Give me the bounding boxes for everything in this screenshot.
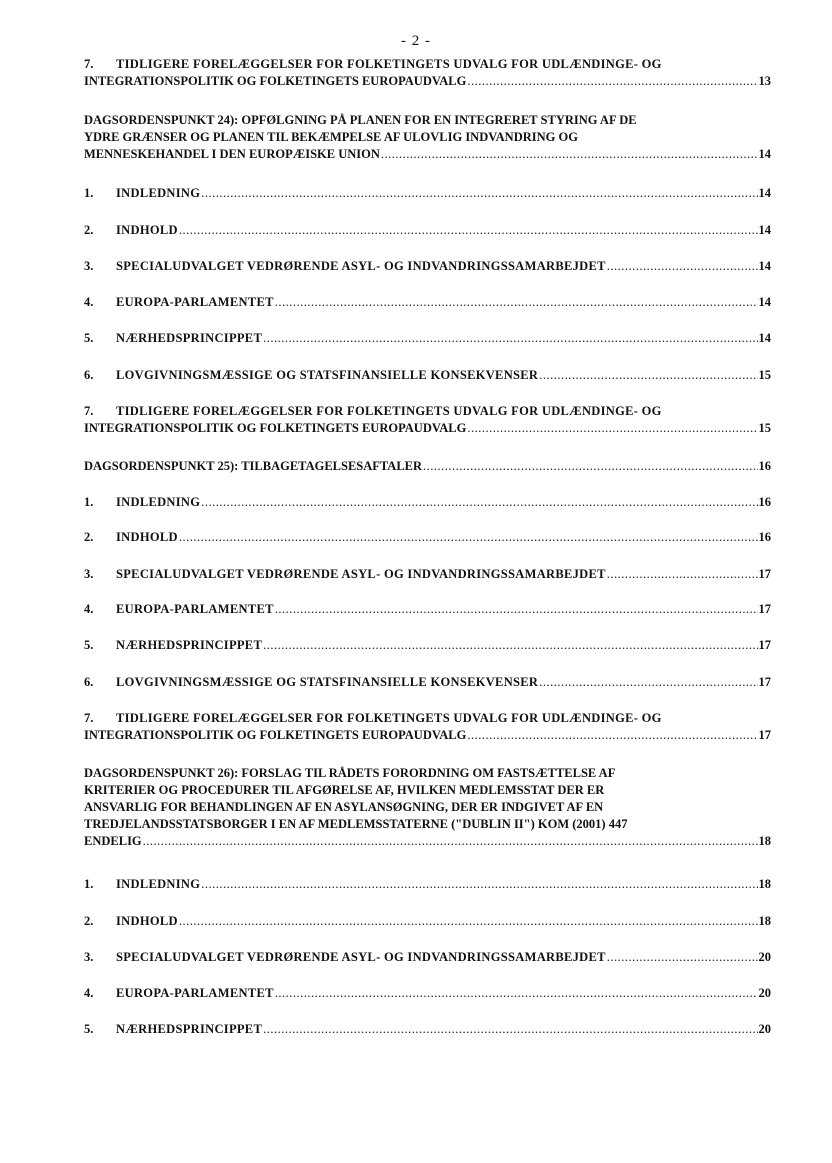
- dot-leader: [275, 985, 758, 1002]
- toc-entry-number: 7.: [84, 711, 94, 725]
- toc-entry-number: 5.: [84, 1022, 94, 1036]
- toc-entry-title: INDHOLD: [116, 914, 178, 928]
- toc-entry-line: [84, 601, 771, 618]
- toc-entry-line: [84, 782, 771, 799]
- dot-leader: [263, 1021, 757, 1038]
- toc-entry-title: INDHOLD: [116, 223, 178, 237]
- toc-entry: [84, 601, 771, 618]
- toc-entry-title: EUROPA-PARLAMENTET: [116, 602, 274, 616]
- toc-entry: [84, 913, 771, 930]
- dot-leader: [607, 566, 758, 583]
- toc-entry-number: 3.: [84, 567, 94, 581]
- dot-leader: [179, 529, 758, 546]
- toc-entry: [84, 185, 771, 202]
- toc-entry-number: 5.: [84, 331, 94, 345]
- toc-entry-line: [84, 799, 771, 816]
- dot-leader: [263, 637, 757, 654]
- toc-entry: [84, 403, 771, 437]
- toc-entry-page: 17: [758, 638, 771, 652]
- toc-entry-line: [84, 833, 771, 850]
- toc-entry-page: 13: [758, 74, 771, 88]
- toc-entry: [84, 112, 771, 163]
- toc-entry-title: DAGSORDENSPUNKT 24): OPFØLGNING PÅ PLANEN FOR EN INTEGRERET STYRING AF DE: [84, 113, 637, 127]
- toc-entry-line: [84, 529, 771, 546]
- toc-entry-title: INDLEDNING: [116, 877, 201, 891]
- toc-entry-line: [84, 367, 771, 384]
- toc-entry-line: [84, 403, 771, 420]
- toc-entry-title: TIDLIGERE FORELÆGGELSER FOR FOLKETINGETS UDVALG FOR UDLÆNDINGE- OG: [116, 57, 662, 71]
- toc-entry-page: 14: [758, 223, 771, 237]
- toc-entry-line: [84, 566, 771, 583]
- dot-leader: [467, 727, 757, 744]
- toc-entry-line: [84, 710, 771, 727]
- toc-entry: [84, 222, 771, 239]
- toc-entry-page: 20: [758, 986, 771, 1000]
- page-number: - 2 -: [401, 33, 431, 49]
- toc-entry-title: LOVGIVNINGSMÆSSIGE OG STATSFINANSIELLE KONSEKVENSER: [116, 368, 539, 382]
- toc-entry-page: 14: [758, 186, 771, 200]
- toc-entry-line: [84, 1021, 771, 1038]
- toc-entry-number: 6.: [84, 368, 94, 382]
- toc-entry-title: KRITERIER OG PROCEDURER TIL AFGØRELSE AF, HVILKEN MEDLEMSSTAT DER ER: [84, 783, 605, 797]
- dot-leader: [539, 367, 757, 384]
- toc-entry-line: [84, 146, 771, 163]
- toc-entry: [84, 330, 771, 347]
- toc-entry-number: 4.: [84, 295, 94, 309]
- toc-entry: [84, 258, 771, 275]
- toc-entry-page: 17: [758, 675, 771, 689]
- toc-entry: [84, 876, 771, 893]
- toc-entry-line: [84, 816, 771, 833]
- toc-entry-title: NÆRHEDSPRINCIPPET: [116, 638, 263, 652]
- toc-entry-page: 14: [758, 331, 771, 345]
- toc-entry-number: 2.: [84, 223, 94, 237]
- toc-entry-title: TREDJELANDSSTATSBORGER I EN AF MEDLEMSSTATERNE ("DUBLIN II") KOM (2001) 447: [84, 817, 628, 831]
- toc-entry-title: MENNESKEHANDEL I DEN EUROPÆISKE UNION: [84, 147, 380, 161]
- toc-entry: [84, 765, 771, 850]
- toc-entry: [84, 367, 771, 384]
- toc-entry-page: 15: [758, 368, 771, 382]
- toc-entry-title: SPECIALUDVALGET VEDRØRENDE ASYL- OG INDVANDRINGSSAMARBEJDET: [116, 259, 606, 273]
- toc-entry-title: SPECIALUDVALGET VEDRØRENDE ASYL- OG INDVANDRINGSSAMARBEJDET: [116, 950, 606, 964]
- toc-entry-line: [84, 73, 771, 90]
- toc-entry-number: 1.: [84, 495, 94, 509]
- toc-entry-line: [84, 222, 771, 239]
- toc-entry-page: 14: [758, 295, 771, 309]
- toc-entry-page: 17: [758, 602, 771, 616]
- toc-entry: [84, 494, 771, 511]
- toc-entry-line: [84, 876, 771, 893]
- toc-entry-page: 14: [758, 147, 771, 161]
- toc-entry-title: SPECIALUDVALGET VEDRØRENDE ASYL- OG INDVANDRINGSSAMARBEJDET: [116, 567, 606, 581]
- toc-entry: [84, 949, 771, 966]
- toc-entry-page: 17: [758, 728, 771, 742]
- toc-entry-title: LOVGIVNINGSMÆSSIGE OG STATSFINANSIELLE KONSEKVENSER: [116, 675, 539, 689]
- toc-entry-line: [84, 185, 771, 202]
- toc-entry-title: INDLEDNING: [116, 186, 201, 200]
- toc-entry-number: 7.: [84, 57, 94, 71]
- toc-entry-number: 6.: [84, 675, 94, 689]
- toc-entry: [84, 294, 771, 311]
- toc-entry-title: TIDLIGERE FORELÆGGELSER FOR FOLKETINGETS UDVALG FOR UDLÆNDINGE- OG: [116, 711, 662, 725]
- dot-leader: [201, 876, 757, 893]
- dot-leader: [275, 601, 758, 618]
- toc-entry-line: [84, 330, 771, 347]
- dot-leader: [201, 185, 757, 202]
- toc-entry-number: 2.: [84, 914, 94, 928]
- dot-leader: [467, 420, 757, 437]
- toc-entry-line: [84, 294, 771, 311]
- toc-entry-number: 4.: [84, 602, 94, 616]
- toc-entry-title: EUROPA-PARLAMENTET: [116, 986, 274, 1000]
- toc-entry: [84, 529, 771, 546]
- toc-entry-line: [84, 985, 771, 1002]
- toc-entry-title: INTEGRATIONSPOLITIK OG FOLKETINGETS EUROPAUDVALG: [84, 74, 467, 88]
- dot-leader: [263, 330, 757, 347]
- toc-entry-title: DAGSORDENSPUNKT 25): TILBAGETAGELSESAFTALER: [84, 459, 423, 473]
- toc-entry-page: 16: [758, 459, 771, 473]
- toc-entry-line: [84, 727, 771, 744]
- dot-leader: [467, 73, 757, 90]
- toc-entry-title: EUROPA-PARLAMENTET: [116, 295, 274, 309]
- toc-entry-title: INDHOLD: [116, 530, 178, 544]
- toc-entry-title: DAGSORDENSPUNKT 26): FORSLAG TIL RÅDETS FORORDNING OM FASTSÆTTELSE AF: [84, 766, 616, 780]
- toc-entry-number: 3.: [84, 950, 94, 964]
- toc-entry-page: 16: [758, 495, 771, 509]
- toc-entry-line: [84, 765, 771, 782]
- dot-leader: [381, 146, 758, 163]
- toc-entry-title: ENDELIG: [84, 834, 142, 848]
- dot-leader: [179, 222, 758, 239]
- toc-entry-title: INTEGRATIONSPOLITIK OG FOLKETINGETS EUROPAUDVALG: [84, 421, 467, 435]
- toc-entry-line: [84, 458, 771, 475]
- toc-entry-line: [84, 949, 771, 966]
- toc-entry-line: [84, 420, 771, 437]
- toc-entry-page: 16: [758, 530, 771, 544]
- toc-entry-number: 7.: [84, 404, 94, 418]
- toc-entry: [84, 710, 771, 744]
- toc-entry: [84, 56, 771, 90]
- toc-entry-line: [84, 494, 771, 511]
- dot-leader: [143, 833, 758, 850]
- toc-entry-title: INTEGRATIONSPOLITIK OG FOLKETINGETS EUROPAUDVALG: [84, 728, 467, 742]
- toc-entry-page: 20: [758, 950, 771, 964]
- toc-entry-number: 3.: [84, 259, 94, 273]
- toc-entry-number: 1.: [84, 877, 94, 891]
- toc-entry-number: 2.: [84, 530, 94, 544]
- dot-leader: [607, 258, 758, 275]
- dot-leader: [179, 913, 758, 930]
- toc-entry-page: 18: [758, 914, 771, 928]
- toc-entry-page: 14: [758, 259, 771, 273]
- dot-leader: [539, 674, 757, 691]
- toc-entry: [84, 1021, 771, 1038]
- toc-entry-title: TIDLIGERE FORELÆGGELSER FOR FOLKETINGETS UDVALG FOR UDLÆNDINGE- OG: [116, 404, 662, 418]
- toc-entry-line: [84, 56, 771, 73]
- toc-entry: [84, 637, 771, 654]
- toc-entry-title: INDLEDNING: [116, 495, 201, 509]
- toc-entry-page: 15: [758, 421, 771, 435]
- toc-entry: [84, 566, 771, 583]
- dot-leader: [423, 458, 757, 475]
- dot-leader: [275, 294, 758, 311]
- toc-entry-page: 18: [758, 834, 771, 848]
- toc-entry-number: 5.: [84, 638, 94, 652]
- toc-entry-title: NÆRHEDSPRINCIPPET: [116, 331, 263, 345]
- toc-entry: [84, 458, 771, 475]
- toc-entry-line: [84, 637, 771, 654]
- toc-entry-line: [84, 913, 771, 930]
- dot-leader: [607, 949, 758, 966]
- toc-entry-page: 17: [758, 567, 771, 581]
- toc-entry-line: [84, 112, 771, 129]
- toc-entry-line: [84, 129, 771, 146]
- dot-leader: [201, 494, 757, 511]
- toc-entry: [84, 985, 771, 1002]
- toc-entry-page: 18: [758, 877, 771, 891]
- toc-entry: [84, 674, 771, 691]
- toc-entry-line: [84, 674, 771, 691]
- toc-entry-title: NÆRHEDSPRINCIPPET: [116, 1022, 263, 1036]
- toc-entry-page: 20: [758, 1022, 771, 1036]
- toc-entry-line: [84, 258, 771, 275]
- toc-entry-title: YDRE GRÆNSER OG PLANEN TIL BEKÆMPELSE AF ULOVLIG INDVANDRING OG: [84, 130, 578, 144]
- toc-entry-number: 1.: [84, 186, 94, 200]
- toc-entry-number: 4.: [84, 986, 94, 1000]
- toc-entry-title: ANSVARLIG FOR BEHANDLINGEN AF EN ASYLANSØGNING, DER ER INDGIVET AF EN: [84, 800, 604, 814]
